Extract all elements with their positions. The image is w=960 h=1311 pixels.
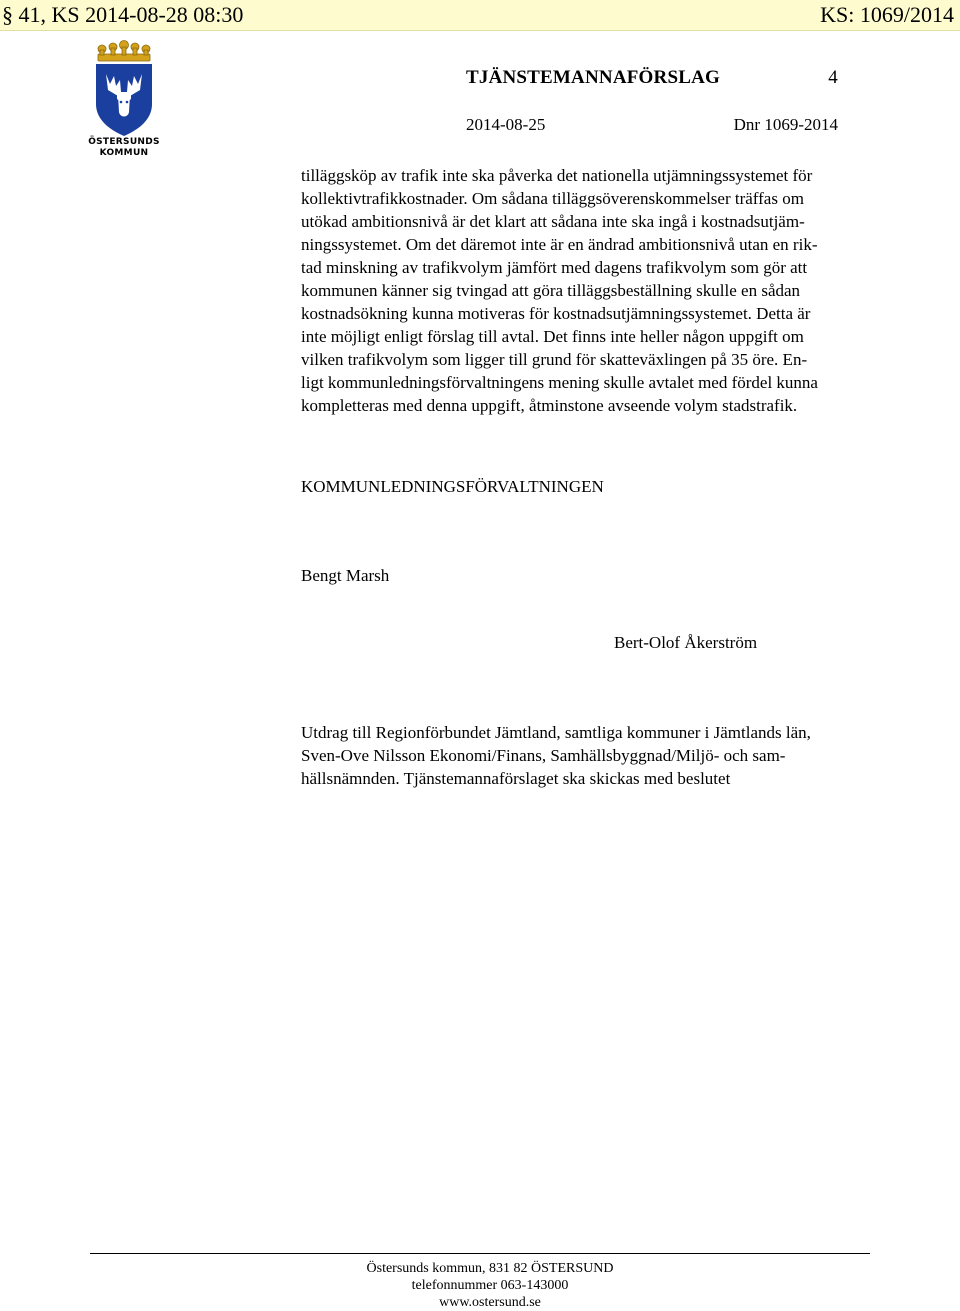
body-line: vilken trafikvolym som ligger till grund för skatteväxlingen på 35 öre. En-: [301, 350, 808, 369]
signature-first: Bengt Marsh: [301, 566, 390, 585]
logo-text-line1: ÖSTERSUNDS: [88, 137, 160, 147]
body-line: utökad ambitionsnivå är det klart att sådana inte ska ingå i kostnadsutjäm-: [301, 212, 805, 231]
municipality-logo: [90, 40, 158, 162]
body-line: tad minskning av trafikvolym jämfört med dagens trafikvolym som gör att: [301, 258, 808, 277]
extract-line: Utdrag till Regionförbundet Jämtland, samtliga kommuner i Jämtlands län,: [301, 723, 811, 742]
page-number: 4: [828, 67, 838, 88]
extract-line: Sven-Ove Nilsson Ekonomi/Finans, Samhällsbyggnad/Miljö- och sam-: [301, 746, 786, 765]
body-line: ningssystemet. Om det däremot inte är en ändrad ambitionsnivå utan en rik-: [301, 235, 818, 254]
body-line: tilläggsköp av trafik inte ska påverka det nationella utjämningssystemet för: [301, 166, 813, 185]
registration-number: Dnr 1069-2014: [733, 115, 838, 134]
distribution-paragraph: [301, 721, 891, 790]
body-paragraph: [301, 164, 891, 417]
footer-phone: telefonnummer 063-143000: [411, 1278, 569, 1293]
body-line: kostnadsökning kunna motiveras för kostnadsutjämningssystemet. Detta är: [301, 304, 811, 323]
body-line: ligt kommunledningsförvaltningens mening skulle avtalet med fördel kunna: [301, 373, 818, 392]
footer-divider: [90, 1253, 870, 1254]
extract-line: hällsnämnden. Tjänstemannaförslaget ska skickas med beslutet: [301, 769, 731, 788]
document-topbar: [0, 0, 960, 31]
body-line: inte möjligt enligt förslag till avtal. Det finns inte heller någon uppgift om: [301, 327, 804, 346]
case-number: KS: 1069/2014: [820, 2, 954, 27]
footer-address: Östersunds kommun, 831 82 ÖSTERSUND: [366, 1261, 614, 1276]
document-date: 2014-08-25: [466, 115, 546, 134]
logo-text-line2: KOMMUN: [99, 148, 149, 158]
page-footer: [340, 1260, 640, 1311]
footer-website: www.ostersund.se: [439, 1295, 541, 1310]
document-heading: [466, 67, 838, 89]
department-name: KOMMUNLEDNINGSFÖRVALTNINGEN: [301, 477, 604, 496]
paragraph-reference: § 41, KS 2014-08-28 08:30: [2, 2, 244, 27]
body-line: kollektivtrafikkostnader. Om sådana tilläggsöverenskommelser träffas om: [301, 189, 804, 208]
signature-second: Bert-Olof Åkerström: [614, 633, 758, 652]
document-title: TJÄNSTEMANNAFÖRSLAG: [466, 67, 720, 88]
body-line: kommunen känner sig tvingad att göra tilläggsbeställning skulle en sådan: [301, 281, 801, 300]
body-line: kompletteras med denna uppgift, åtminstone avseende volym stadstrafik.: [301, 396, 798, 415]
date-line: [466, 115, 838, 135]
